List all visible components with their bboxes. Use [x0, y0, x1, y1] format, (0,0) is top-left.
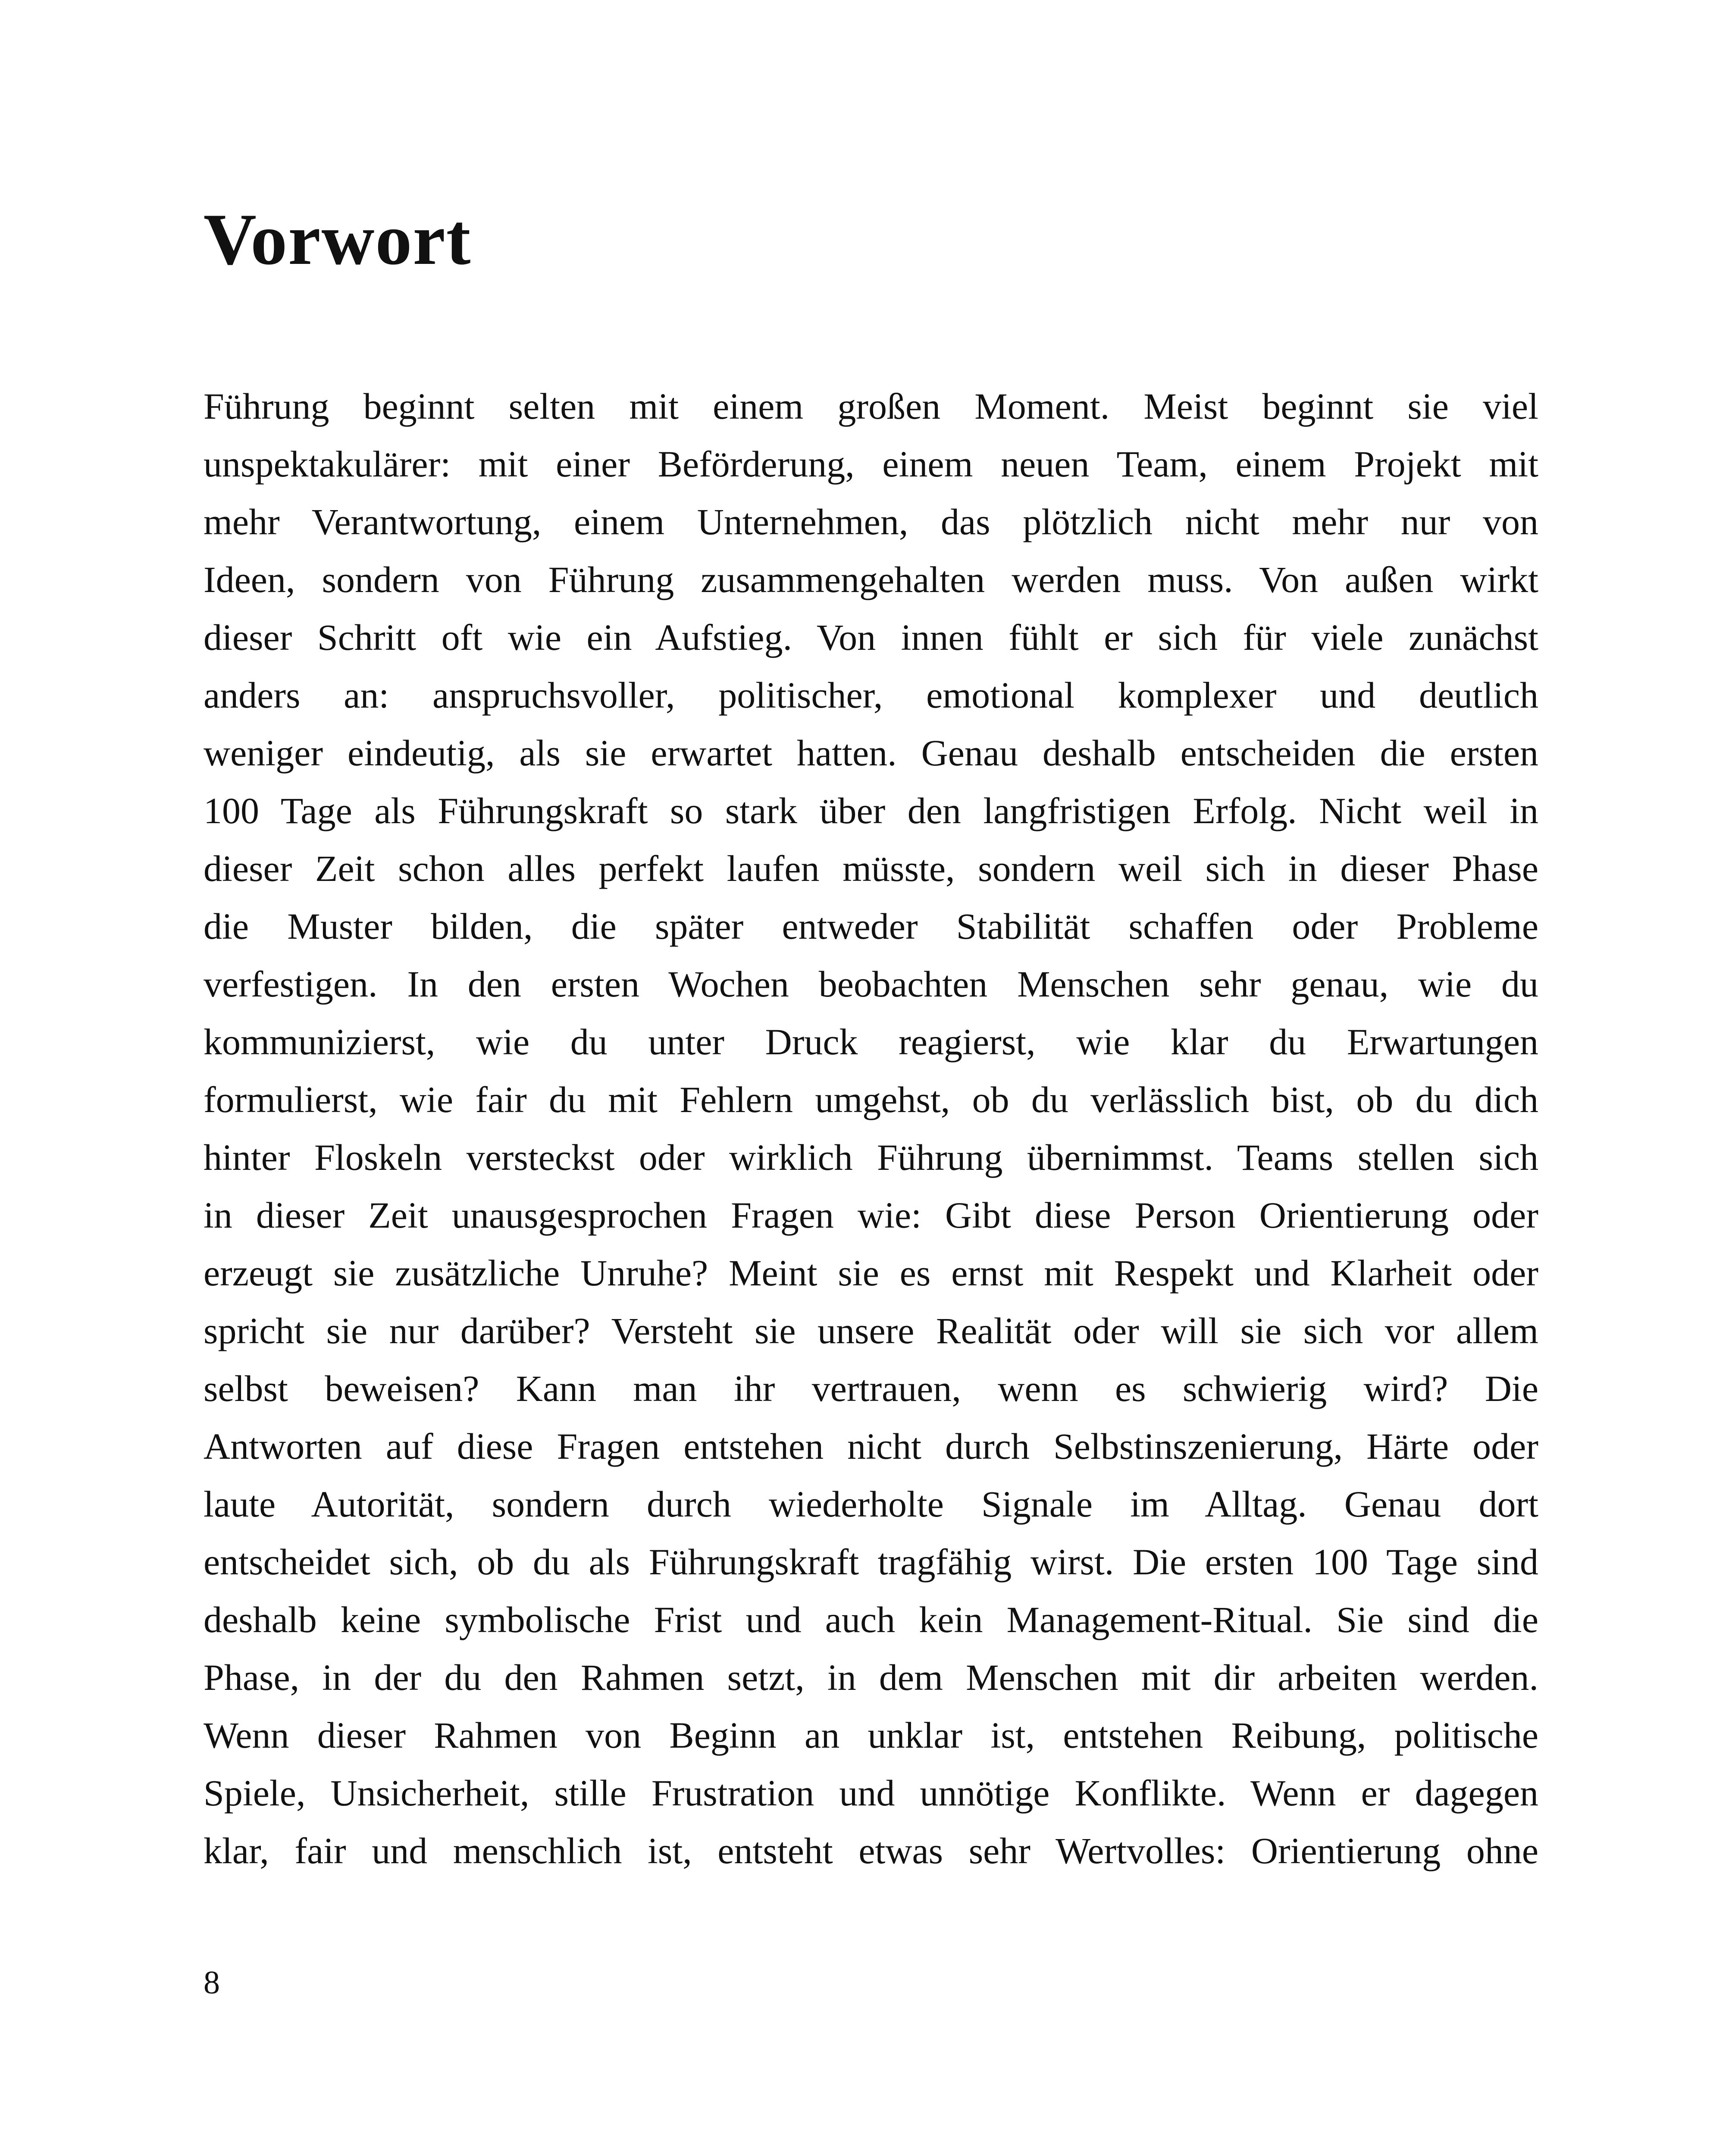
- text-line: hinter Floskeln versteckst oder wirklich Führung übernimmst. Teams stellen sich: [204, 1137, 1538, 1178]
- text-line: unspektakulärer: mit einer Beförderung, einem neuen Team, einem Projekt mit: [204, 443, 1538, 485]
- text-line: Wenn dieser Rahmen von Beginn an unklar ist, entstehen Reibung, politische: [204, 1714, 1538, 1756]
- text-line: die Muster bilden, die später entweder Stabilität schaffen oder Probleme: [204, 906, 1538, 947]
- text-line: formulierst, wie fair du mit Fehlern umgehst, ob du verlässlich bist, ob du dich: [204, 1079, 1538, 1120]
- text-line: erzeugt sie zusätzliche Unruhe? Meint sie es ernst mit Respekt und Klarheit oder: [204, 1252, 1538, 1294]
- text-line: Antworten auf diese Fragen entstehen nicht durch Selbstinszenierung, Härte oder: [204, 1426, 1538, 1467]
- text-line: 100 Tage als Führungskraft so stark über den langfristigen Erfolg. Nicht weil in: [204, 790, 1538, 831]
- text-line: Ideen, sondern von Führung zusammengehalten werden muss. Von außen wirkt: [204, 559, 1538, 600]
- body-text: [204, 377, 1538, 1880]
- page-number: 8: [204, 1965, 220, 2001]
- text-line: spricht sie nur darüber? Versteht sie unsere Realität oder will sie sich vor allem: [204, 1310, 1538, 1351]
- text-line: Führung beginnt selten mit einem großen Moment. Meist beginnt sie viel: [204, 385, 1538, 427]
- text-line: Spiele, Unsicherheit, stille Frustration und unnötige Konflikte. Wenn er dagegen: [204, 1772, 1538, 1814]
- text-line: kommunizierst, wie du unter Druck reagierst, wie klar du Erwartungen: [204, 1021, 1538, 1062]
- text-line: deshalb keine symbolische Frist und auch kein Management-Ritual. Sie sind die: [204, 1599, 1538, 1640]
- text-line: laute Autorität, sondern durch wiederholte Signale im Alltag. Genau dort: [204, 1483, 1538, 1525]
- text-line: dieser Zeit schon alles perfekt laufen müsste, sondern weil sich in dieser Phase: [204, 848, 1538, 889]
- text-line: klar, fair und menschlich ist, entsteht etwas sehr Wertvolles: Orientierung ohne: [204, 1830, 1538, 1871]
- text-line: entscheidet sich, ob du als Führungskraft tragfähig wirst. Die ersten 100 Tage sind: [204, 1541, 1538, 1583]
- text-line: anders an: anspruchsvoller, politischer, emotional komplexer und deutlich: [204, 674, 1538, 716]
- text-line: verfestigen. In den ersten Wochen beobachten Menschen sehr genau, wie du: [204, 963, 1538, 1005]
- text-line: selbst beweisen? Kann man ihr vertrauen, wenn es schwierig wird? Die: [204, 1368, 1538, 1409]
- text-line: dieser Schritt oft wie ein Aufstieg. Von innen fühlt er sich für viele zunächst: [204, 617, 1538, 658]
- text-line: Phase, in der du den Rahmen setzt, in dem Menschen mit dir arbeiten werden.: [204, 1657, 1538, 1698]
- text-line: in dieser Zeit unausgesprochen Fragen wie: Gibt diese Person Orientierung oder: [204, 1194, 1538, 1236]
- text-line: mehr Verantwortung, einem Unternehmen, das plötzlich nicht mehr nur von: [204, 501, 1538, 542]
- text-line: weniger eindeutig, als sie erwartet hatten. Genau deshalb entscheiden die ersten: [204, 732, 1538, 774]
- chapter-title: Vorwort: [204, 199, 472, 280]
